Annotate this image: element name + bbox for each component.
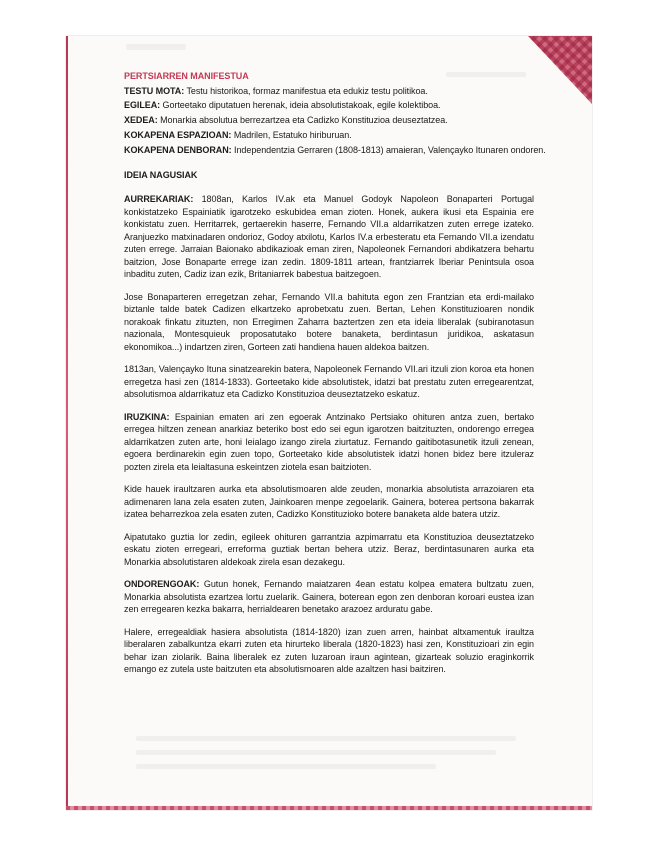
meta-line-egilea (124, 99, 534, 112)
document-title: PERTSIARREN MANIFESTUA (124, 71, 249, 81)
bleed-through-mark (136, 750, 496, 755)
paragraph (124, 483, 534, 521)
meta-label: TESTU MOTA: (124, 85, 185, 96)
meta-value: Testu historikoa, formaz manifestua eta edukiz testu politikoa. (186, 85, 428, 96)
paragraph-text: 1808an, Karlos IV.ak eta Manuel Godoyk Napoleon Bonaparteri Portugal konkistatzeko Espainiatik igarotzeko eskubidea eman zioten. Honek, aukera ikusi eta Espainia ere konkistatu zuen. Herritarrek, gertaerekin haserre, Fernando VII.a aldarrikatzen zuten errege izateko. Aranjuezko matxinadaren ondorioz, Godoy atxilotu, Karlos IV.a erbesteratu eta Fernando VII.a izendatu zuten errege. Jarraian Baionako abdikazioak eman ziren, Napoleonek Fernandori abdikatzera behartu baitzion, Jose Bonaparte errege izan zedin. 1809-1811 artean, frantziarrek Iberiar Penintsula osoa inbaditu zuten, Cadiz izan ezik, Britaniarrek babestua baitzegoen. (124, 194, 534, 280)
section-heading-ideia-nagusiak: IDEIA NAGUSIAK (124, 169, 198, 180)
meta-line-kokapena-denboran (124, 144, 546, 157)
bleed-through-mark (136, 764, 436, 769)
meta-label: XEDEA: (124, 115, 158, 126)
bleed-through-mark (136, 736, 516, 741)
paragraph-text: Jose Bonaparteren erregetzan zehar, Fernando VII.a bahituta egon zen Frantzian eta erdi-mailako biztanle talde batek Cadizen elkartzeko aprobetxatu zuen. Bertan, Lehen Konstituzioaren nondik norakoak finkatu zituzten, non Erregimen Zaharra baztertzen zen eta ideia liberalak (subiranotasun nazionala, Montesquieuk proposatutako botere banaketa, berdintasun juridikoa, askatasun ekonomikoa...) indartzen ziren, Gorteen zati handiena hauen aldekoa baitzen. (124, 291, 534, 352)
page-edge-bottom (66, 806, 592, 810)
bleed-through-mark (126, 44, 186, 50)
meta-label: KOKAPENA ESPAZIOAN: (124, 130, 232, 141)
paragraph-label: AURREKARIAK: (124, 194, 194, 205)
paragraph (124, 363, 534, 401)
paragraph-label: IRUZKINA: (124, 411, 170, 422)
paragraph-aurrekariak (124, 193, 534, 281)
paragraph (124, 531, 534, 569)
meta-label: EGILEA: (124, 100, 161, 111)
paragraph-text: Aipatutako guztia lor zedin, egileek ohituren garrantzia azpimarratu eta Konstituzioa deuseztatzeko eskatu zioten erregeari, erreforma guztiak bertan behera utziz. Beraz, berdintasunaren aurka eta Monarkia absolutistaren aldekoak zirela esan dezakegu. (124, 531, 534, 567)
meta-value: Independentzia Gerraren (1808-1813) amaieran, Valençayko Itunaren ondoren. (234, 145, 546, 156)
meta-line-testu-mota (124, 85, 534, 98)
corner-pattern-icon (528, 36, 592, 104)
paragraph-text: Gutun honek, Fernando maiatzaren 4ean estatu kolpea ematera bultzatu zuen, Monarkia absolutista ezartzea lortu zuelarik. Gainera, boterean egon zen denboran koroari eustea izan zen erregearen kezka bakarra, herrialdearen benetako arazoez arduratu gabe. (124, 579, 534, 615)
paragraph (124, 626, 534, 676)
meta-label: KOKAPENA DENBORAN: (124, 145, 232, 156)
meta-value: Monarkia absolutua berrezartzea eta Cadizko Konstituzioa deuseztatzea. (160, 115, 448, 126)
meta-value: Gorteetako diputatuen herenak, ideia absolutistakoak, egile kolektiboa. (162, 100, 441, 111)
paragraph-label: ONDORENGOAK: (124, 579, 200, 590)
meta-value: Madrilen, Estatuko hiriburuan. (233, 130, 352, 141)
paragraph-text: Halere, erregealdiak hasiera absolutista (1814-1820) izan zuen arren, hainbat altxamentuk iraultza liberalaren zabalkuntza ekarri zuten eta hirurteko liberala (1820-1823) hasi zen, Konstituzioari zin egin behar izan ziolarik. Baina liberalek ez zuten luzaroan iraun agintean, gizarteak soluzio eraginkorrik emango ez zutela uste baitzuten eta absolutismoaren alde azaltzen hasi baitziren. (124, 626, 534, 675)
meta-line-xedea (124, 114, 534, 127)
paragraph (124, 291, 534, 354)
paragraph-ondorengoak (124, 578, 534, 616)
paragraph-text: Kide hauek iraultzaren aurka eta absolutismoaren alde zeuden, monarkia absolutista arrazoiaren eta adimenaren lana zela esaten zuten, Jainkoaren menpe zegoelarik. Gainera, boterea pertsona bakarrak izatea beharrezkoa zela esaten zuten, Cadizko Konstituzioko botere banaketa alde batera utziz. (124, 484, 534, 520)
document-content (124, 70, 546, 686)
paragraph-iruzkina (124, 411, 534, 474)
meta-line-kokapena-espazioan (124, 129, 534, 142)
paragraph-text: Espainian ematen ari zen egoerak Antzinako Pertsiako ohituren antza zuen, bertako erregea hiltzen zenean anarkiaz beteriko bost edo sei egun igarotzen baitzituzten, ondorengo erregea aldarrikatzen zuten arte, honi leialago izango zirela ziurtatuz. Fernando gaitibotasunetik itzuli zenean, egoera berdinarekin egin zuen topo, Gorteetako kide absolutistek idatzi honen bidez bere itzuleraz pozten zirela eta leialtasuna eskeintzen ziotela esan baitzioten. (124, 411, 534, 472)
document-page (66, 36, 592, 810)
page-edge-left (66, 36, 68, 810)
paragraph-text: 1813an, Valençayko Ituna sinatzearekin batera, Napoleonek Fernando VII.ari itzuli zion koroa eta honen erregetza hasi zen (1814-1833). Gorteetako kide absolutistek, idatzi bat prestatu zuten erregearentzat, absolutismoa aldarrikatuz eta Cadizko Konstituzioa deuseztatzeko eskatuz. (124, 364, 534, 400)
